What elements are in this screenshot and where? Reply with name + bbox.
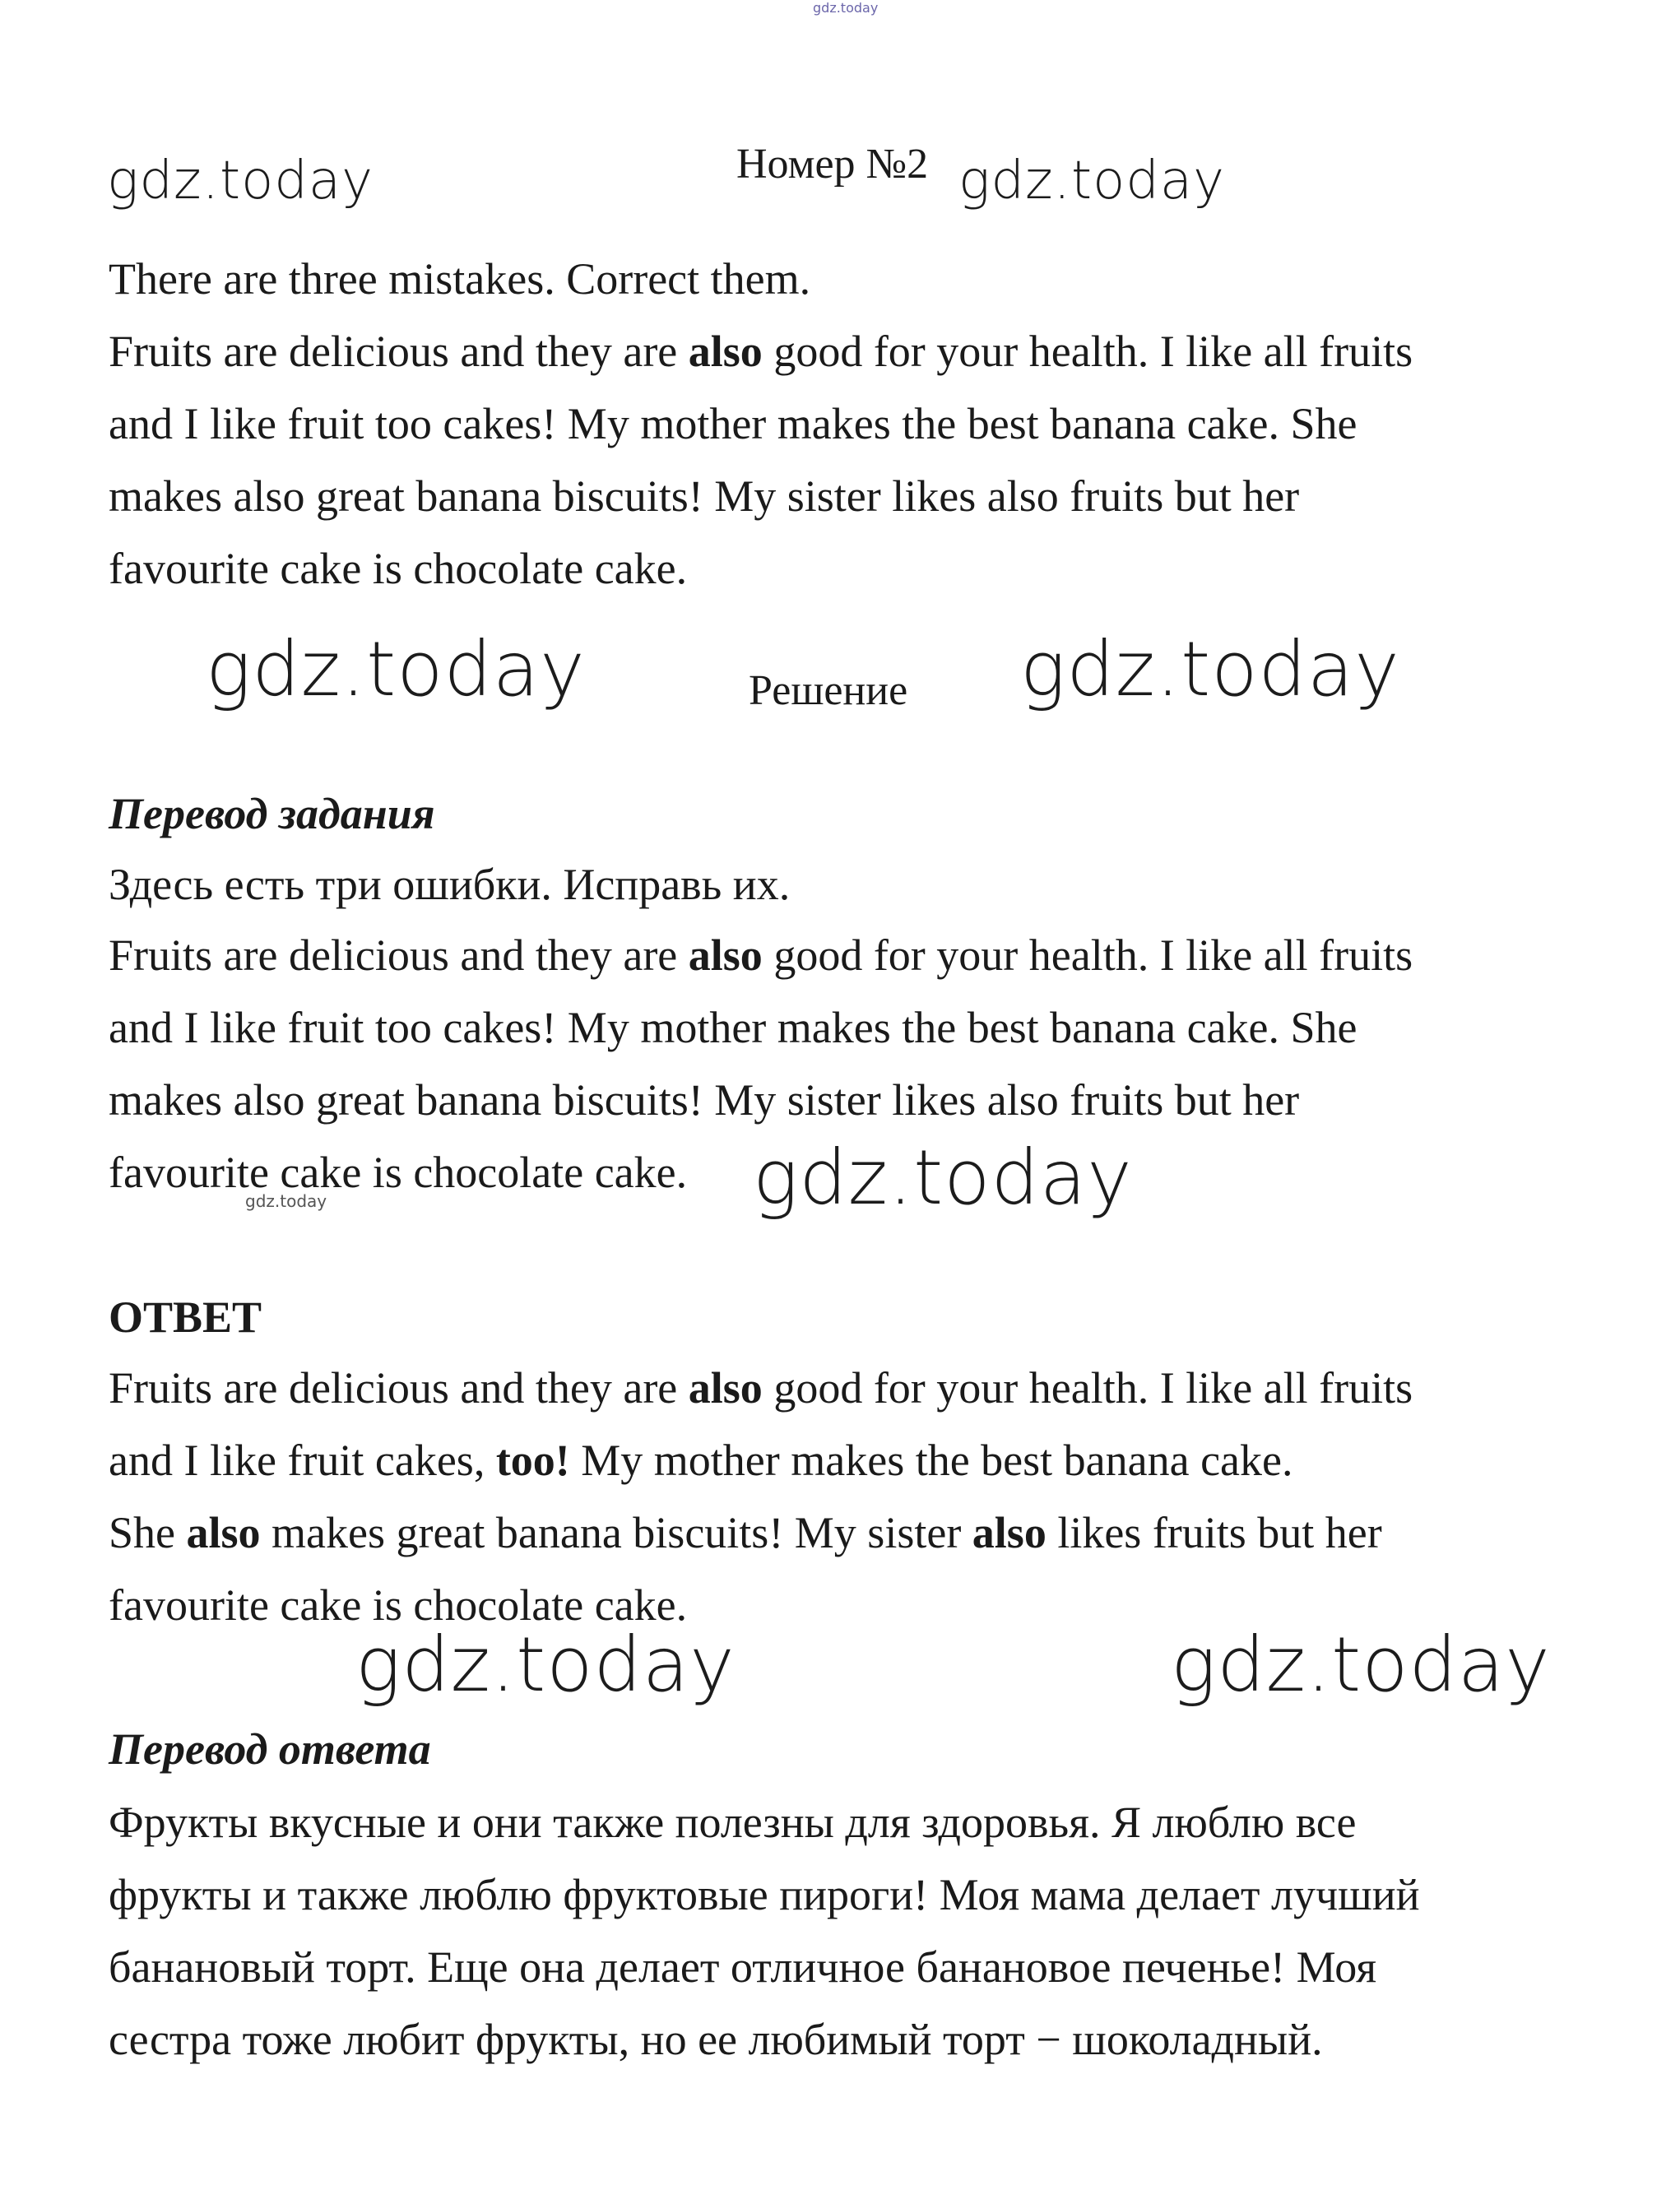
task-line-3: makes also great banana biscuits! My sister likes also fruits but her [109,471,1300,521]
watermark-header-right: gdz.today [958,151,1225,211]
watermark-solution-left: gdz.today [206,625,586,713]
answer-line-2: and I like fruit cakes, too! My mother makes the best banana cake. [109,1436,1293,1485]
answer-line-3: She also makes great banana biscuits! My sister also likes fruits but her [109,1508,1382,1557]
task-line-4: favourite cake is chocolate cake. [109,544,688,593]
answer-line-1: Fruits are delicious and they are also good for your health. I like all fruits [109,1363,1413,1413]
translation-task-line-3: makes also great banana biscuits! My sister likes also fruits but her [109,1075,1300,1125]
page-title: Номер №2 [736,141,929,188]
translation-task-heading: Перевод задания [109,789,435,838]
watermark-solution-right: gdz.today [1020,625,1400,713]
translation-answer-line-4: сестра тоже любит фрукты, но ее любимый торт − шоколадный. [109,2015,1323,2064]
task-line-1: Fruits are delicious and they are also good for your health. I like all fruits [109,327,1413,376]
translation-answer-heading: Перевод ответа [109,1724,431,1774]
watermark-header-left: gdz.today [107,151,374,211]
answer-heading: ОТВЕТ [109,1292,262,1342]
watermark-top-small: gdz.today [813,0,879,16]
solution-label: Решение [749,667,908,714]
translation-task-line-4: favourite cake is chocolate cake. [109,1148,688,1197]
translation-task-line-1: Fruits are delicious and they are also good for your health. I like all fruits [109,930,1413,980]
watermark-answer-right: gdz.today [1171,1621,1551,1709]
watermark-mid: gdz.today [753,1134,1133,1222]
task-line-2: and I like fruit too cakes! My mother makes the best banana cake. She [109,399,1357,448]
task-instruction: There are three mistakes. Correct them. [109,254,811,304]
translation-answer-line-3: банановый торт. Еще она делает отличное банановое печенье! Моя [109,1942,1377,1992]
translation-answer-line-2: фрукты и также люблю фруктовые пироги! Моя мама делает лучший [109,1870,1420,1919]
translation-task-instruction: Здесь есть три ошибки. Исправь их. [109,860,791,909]
translation-task-line-2: and I like fruit too cakes! My mother makes the best banana cake. She [109,1003,1357,1052]
translation-answer-line-1: Фрукты вкусные и они также полезны для здоровья. Я люблю все [109,1798,1357,1847]
watermark-mid-tiny: gdz.today [245,1191,327,1211]
watermark-answer-left: gdz.today [355,1621,736,1709]
answer-line-4: favourite cake is chocolate cake. [109,1580,688,1630]
